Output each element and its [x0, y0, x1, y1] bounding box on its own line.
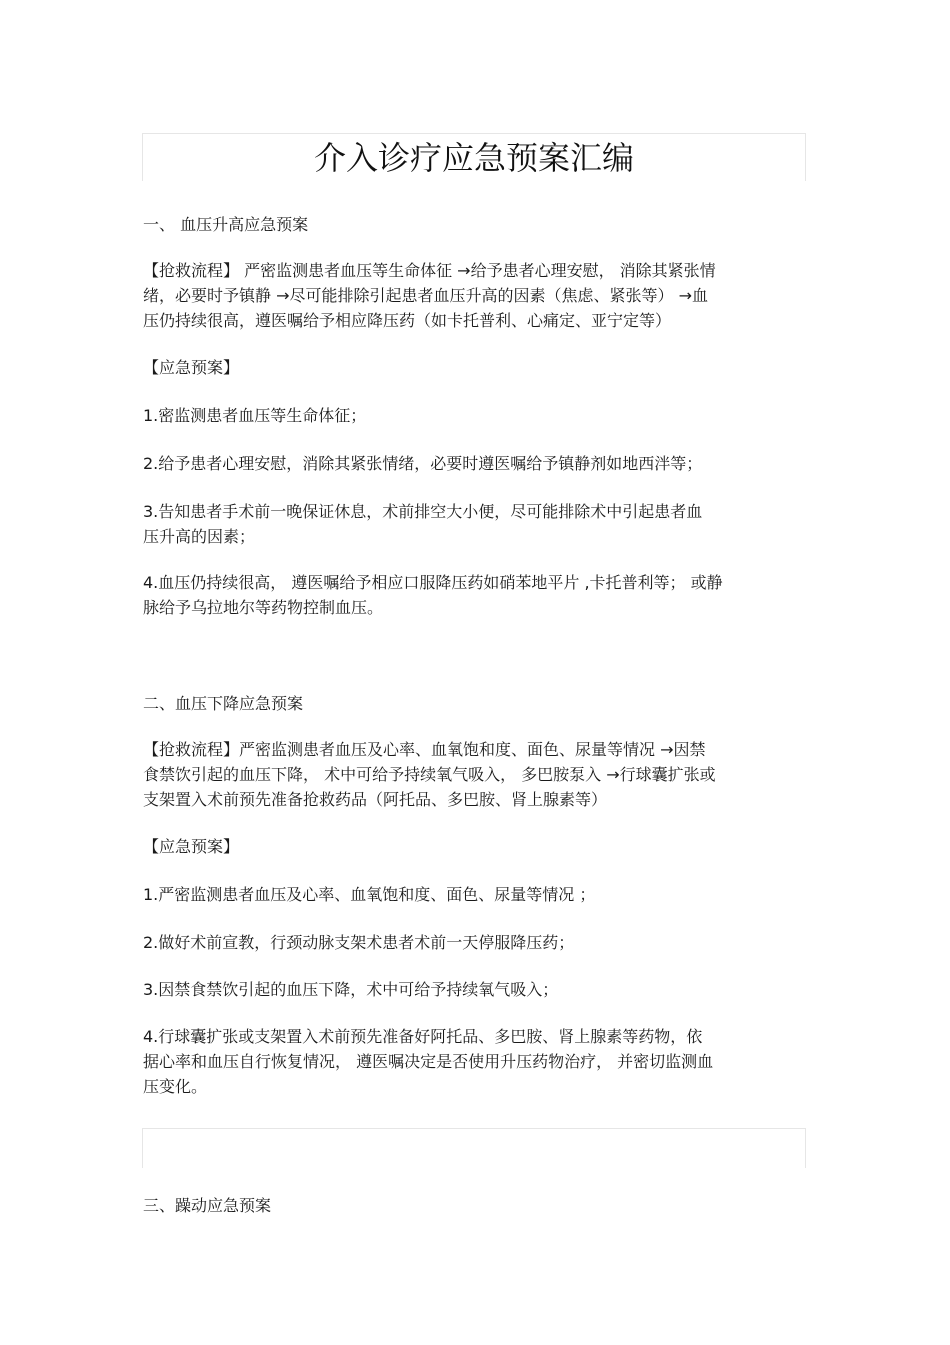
plan-item: 1.严密监测患者血压及心率、血氧饱和度、面色、尿量等情况 ； — [143, 885, 596, 904]
section-heading: 三、躁动应急预案 — [143, 1196, 272, 1215]
plan-item: 3.告知患者手术前一晚保证休息，术前排空大小便，尽可能排除术中引起患者血 压升高的因素； — [143, 502, 703, 546]
rescue-process: 【抢救流程】 严密监测患者血压等生命体征 →给予患者心理安慰， 消除其紧张情 绪，必要时予镇静 →尽可能排除引起患者血压升高的因素（焦虑、紧张等） →血 压仍持续很高，遵医嘱给予相应降压药（如卡托普利、心痛定、亚宁定等） — [143, 261, 716, 330]
plan-item: 3.因禁食禁饮引起的血压下降，术中可给予持续氧气吸入； — [143, 980, 559, 999]
rescue-process: 【抢救流程】严密监测患者血压及心率、血氧饱和度、面色、尿量等情况 →因禁 食禁饮引起的血压下降， 术中可给予持续氧气吸入， 多巴胺泵入 →行球囊扩张或 支架置入术前预先准备抢救药品（阿托品、多巴胺、肾上腺素等） — [143, 740, 716, 809]
plan-item: 4.血压仍持续很高， 遵医嘱给予相应口服降压药如硝苯地平片 ,卡托普利等； 或静 脉给予乌拉地尔等药物控制血压。 — [143, 573, 723, 617]
plan-item: 1.密监测患者血压等生命体征； — [143, 406, 367, 425]
document-title: 介入诊疗应急预案汇编 — [313, 139, 634, 177]
plan-label: 【应急预案】 — [143, 837, 240, 856]
section-heading: 二、血压下降应急预案 — [143, 694, 304, 713]
plan-label: 【应急预案】 — [143, 358, 240, 377]
plan-item: 4.行球囊扩张或支架置入术前预先准备好阿托品、多巴胺、肾上腺素等药物，依 据心率和血压自行恢复情况， 遵医嘱决定是否使用升压药物治疗， 并密切监测血 压变化。 — [143, 1027, 714, 1096]
blank-frame — [142, 1128, 806, 1168]
section-heading: 一、 血压升高应急预案 — [143, 215, 309, 234]
plan-item: 2.给予患者心理安慰，消除其紧张情绪，必要时遵医嘱给予镇静剂如地西泮等； — [143, 454, 703, 473]
plan-item: 2.做好术前宣教，行颈动脉支架术患者术前一天停服降压药； — [143, 933, 575, 952]
